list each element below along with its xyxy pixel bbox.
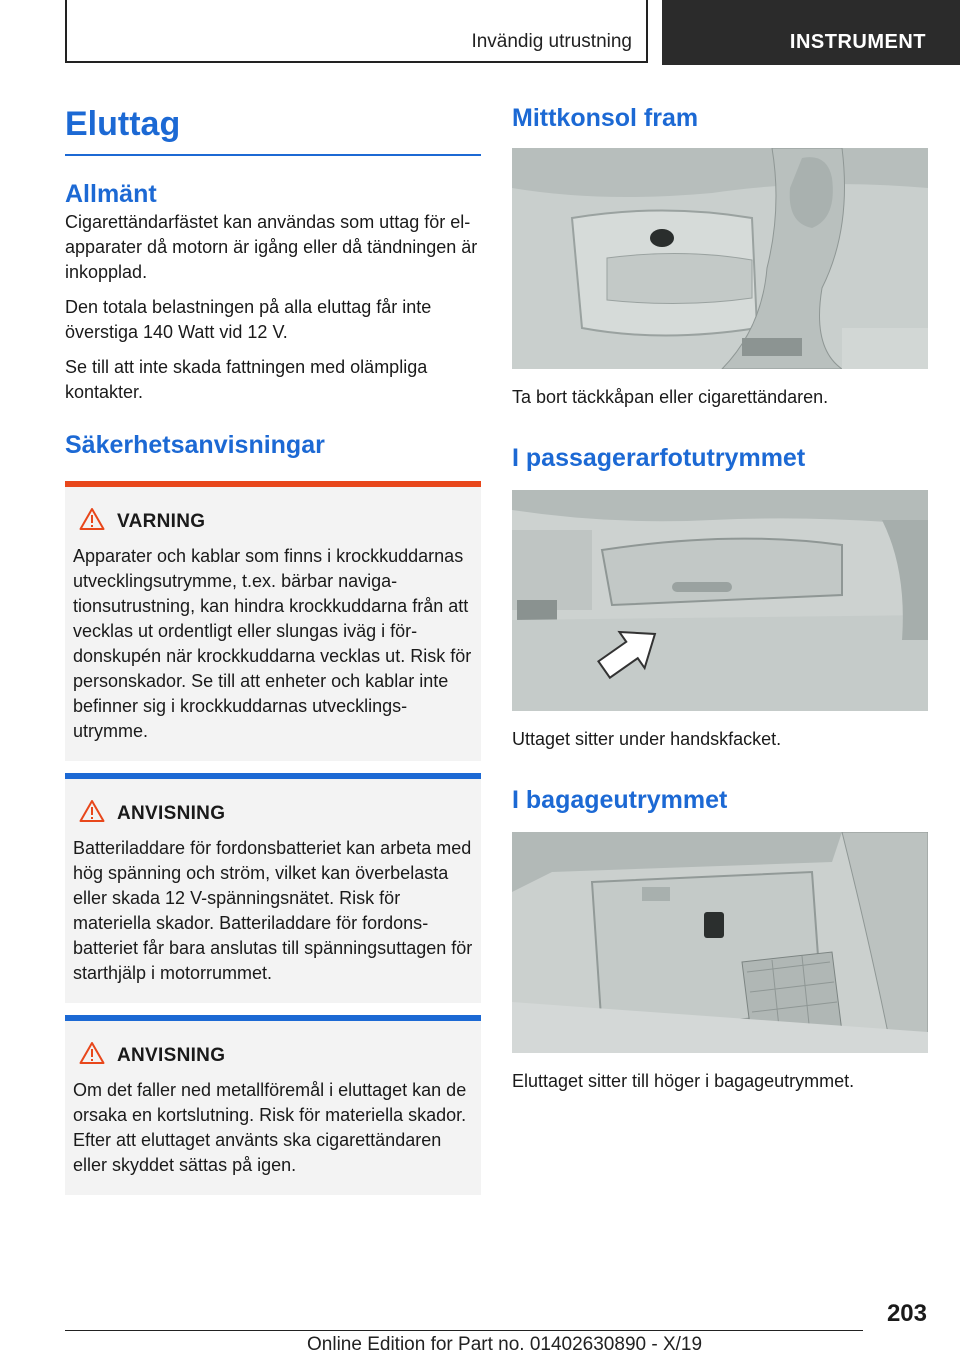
header-section-box xyxy=(65,0,648,63)
caption-luggage-compartment: Eluttaget sitter till höger i bagageutrymmet. xyxy=(512,1071,855,1091)
notice-info-1-title: ANVISNING xyxy=(117,802,226,824)
notice-info-1-text: Batteriladdare för fordonsbatteriet kan arbeta med hög spänning och ström, vilket kan överbelasta eller skada 12 V-spänningsnätet. Risk för materiella skador. Batteriladdare för fordonsbatteriet får bara anslutas till spänningsuttagen för starthjälp i motorrummet. xyxy=(73,838,473,983)
header-chapter-tab xyxy=(662,0,960,65)
notice-info-2-title: ANVISNING xyxy=(117,1044,226,1066)
caption-center-console: Ta bort täckkåpan eller cigarettändaren. xyxy=(512,387,829,407)
header-section-title: Invändig utrustning xyxy=(471,31,632,52)
paragraph-general-2: Den totala belastningen på alla eluttag får inte överstiga 140 Watt vid 12 V. xyxy=(65,297,432,342)
heading-general: Allmänt xyxy=(65,180,157,208)
luggage-compartment-image xyxy=(512,832,928,1053)
notice-warning-title: VARNING xyxy=(117,510,206,532)
passenger-footwell-image xyxy=(512,490,928,711)
page-title: Eluttag xyxy=(65,96,481,156)
page-number: 203 xyxy=(886,1300,927,1327)
warning-triangle-icon xyxy=(79,799,117,828)
heading-passenger-footwell: I passagerarfotutrymmet xyxy=(512,444,806,472)
right-column xyxy=(512,96,928,1094)
footer-divider xyxy=(65,1330,863,1331)
center-console-image xyxy=(512,148,928,369)
notice-info-2-text: Om det faller ned metallföremål i eluttaget kan de orsaka en kortslutning. Risk för materiella skador. Efter att eluttaget använts ska cigarettändaren eller skyddet sättas på igen. xyxy=(73,1080,467,1175)
footer-edition: Online Edition for Part no. 01402630890 - X/19 xyxy=(307,1334,703,1355)
heading-center-console: Mittkonsol fram xyxy=(512,104,699,132)
heading-luggage-compartment: I bagageutrymmet xyxy=(512,786,728,814)
left-column xyxy=(65,96,481,1195)
heading-safety: Säkerhetsanvisningar xyxy=(65,431,325,459)
caption-passenger-footwell: Uttaget sitter under handskfacket. xyxy=(512,729,782,749)
notice-info-1 xyxy=(65,773,481,1003)
warning-triangle-icon xyxy=(79,1041,117,1070)
paragraph-general-1: Cigarettändarfästet kan användas som uttag för el-apparater då motorn är igång eller då tändningen är inkopplad. xyxy=(65,212,478,282)
paragraph-general-3: Se till att inte skada fattningen med olämpliga kontakter. xyxy=(65,357,428,402)
warning-triangle-icon xyxy=(79,507,117,536)
notice-warning xyxy=(65,481,481,761)
notice-warning-text: Apparater och kablar som finns i krockkuddarnas utvecklingsutrymme, t.ex. bärbar navigationsutrustning, kan hindra krockkuddarna från att vecklas ut ordentligt eller slungas iväg i fördonskupén när krockkuddarna vecklas ut. Risk för personskador. Se till att enheter och kablar inte befinner sig i krockkuddarnas utvecklingsutrymme. xyxy=(73,546,472,741)
notice-info-2 xyxy=(65,1015,481,1195)
header-chapter-title: INSTRUMENT xyxy=(789,31,926,53)
